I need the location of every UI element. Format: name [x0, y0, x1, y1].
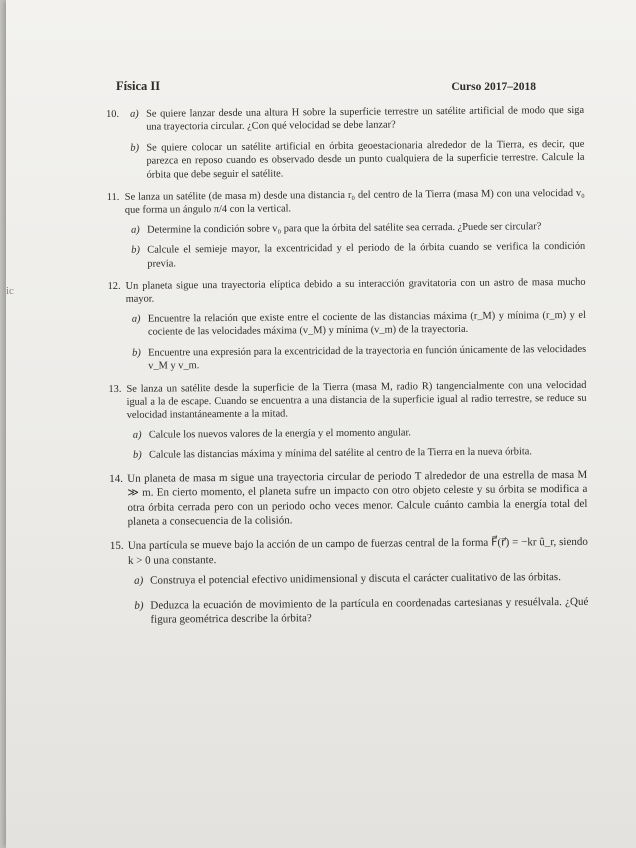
item-text: Encuentre la relación que existe entre el cociente de las distancias máxima (r_M) y mínima (r_m) y el cociente de las velocidades máxima (v_M) y mínima (v_m) de la trayectoria.	[147, 309, 586, 338]
problem-12	[108, 276, 587, 374]
item-label: a)	[132, 429, 142, 441]
item-label: a)	[134, 574, 144, 587]
exam-page	[6, 0, 636, 848]
course-year: Curso 2017–2018	[451, 81, 536, 93]
item-text: Calcule los nuevos valores de la energía y el momento angular.	[148, 427, 412, 441]
problem-statement: Se lanza un satélite desde la superficie de la Tierra (masa M, radio R) tangencialmente con una velocidad igual a la de escape. Cuando se encuentra a una distancia de la superficie igual al radio terrestre, se reduce su velocidad instantáneamente a la mitad.	[126, 379, 587, 422]
course-title: Física II	[116, 79, 161, 93]
item-label: b)	[132, 449, 142, 461]
problem-number: 14.	[109, 472, 124, 485]
problem-11	[107, 187, 586, 271]
problem-12-item-b	[126, 343, 586, 374]
problem-11-item-b	[125, 240, 585, 271]
item-label: b)	[130, 142, 140, 154]
problem-10	[106, 104, 585, 182]
item-text: Encuentre una expresión para la excentricidad de la trayectoria en función únicamente de las velocidades v_M y v_m.	[148, 343, 587, 372]
problem-statement: Un planeta sigue una trayectoria elíptica debido a su interacción gravitatoria con un astro de masa mucho mayor.	[125, 276, 586, 306]
problem-number: 12.	[107, 280, 121, 293]
problem-number: 15.	[109, 539, 124, 552]
problem-15-item-b	[128, 594, 588, 627]
item-text: Se quiere lanzar desde una altura H sobre la superficie terrestre un satélite artificial de modo que siga una trayectoria circular. ¿Con qué velocidad se debe lanzar?	[146, 104, 585, 134]
item-text: Calcule las distancias máxima y mínima del satélite al centro de la Tierra en la nueva órbita.	[148, 446, 532, 461]
problem-10-item-a	[124, 104, 584, 135]
item-label: b)	[132, 347, 141, 359]
problem-15	[110, 535, 589, 628]
item-label: a)	[131, 224, 140, 236]
problem-13-item-b	[127, 445, 587, 462]
item-text: Calcule el semieje mayor, la excentricidad y el periodo de la órbita cuando se verifica la condición previa.	[147, 241, 586, 270]
item-label: b)	[131, 244, 140, 257]
item-text: Deduzca la ecuación de movimiento de la partícula en coordenadas cartesianas y resuélvala. ¿Qué figura geométrica describe la órbita?	[150, 595, 589, 626]
problem-list	[106, 104, 589, 638]
problem-12-item-a	[126, 309, 586, 340]
item-text: Construya el potencial efectivo unidimensional y discuta el carácter cualitativo de las órbitas.	[150, 571, 562, 587]
problem-13	[108, 378, 587, 462]
page-header	[116, 79, 536, 99]
margin-mark: ic	[6, 285, 14, 297]
item-label: a)	[130, 108, 139, 120]
problem-11-item-a	[125, 220, 585, 237]
problem-13-item-a	[127, 425, 587, 442]
problem-14	[109, 467, 587, 530]
item-label: b)	[134, 599, 144, 612]
item-text: Se quiere colocar un satélite artificial en órbita geoestacionaria alrededor de la Tierra, es decir, que parezca en reposo cuando es observado desde un punto cualquiera de la superficie terrestre. Calcule la órbita que debe seguir el satélite.	[146, 138, 585, 181]
problem-number: 13.	[108, 383, 122, 395]
problem-10-item-b	[124, 138, 584, 182]
problem-statement: Una partícula se mueve bajo la acción de un campo de fuerzas central de la forma F⃗(r⃗) = −kr û_r, siendo k > 0 una constante.	[127, 535, 588, 567]
problem-statement: Un planeta de masa m sigue una trayectoria circular de periodo T alrededor de una estrella de masa M ≫ m. En cierto momento, el planeta sufre un impacto con otro objeto celeste y su órbita se modifica a otra órbita cerrada pero con un periodo ocho veces menor. Calcule cuánto cambia la energía total del planeta a consecuencia de la colisión.	[127, 468, 588, 529]
problem-number: 10.	[106, 108, 120, 120]
item-text: Determine la condición sobre v₀ para que la órbita del satélite sea cerrada. ¿Puede ser circular?	[147, 221, 542, 236]
problem-15-item-a	[128, 570, 588, 589]
item-label: a)	[131, 313, 141, 325]
problem-statement: Se lanza un satélite (de masa m) desde una distancia r₀ del centro de la Tierra (masa M) con una velocidad v₀ que forma un ángulo π/4 con la vertical.	[124, 187, 585, 217]
problem-number: 11.	[106, 191, 120, 204]
